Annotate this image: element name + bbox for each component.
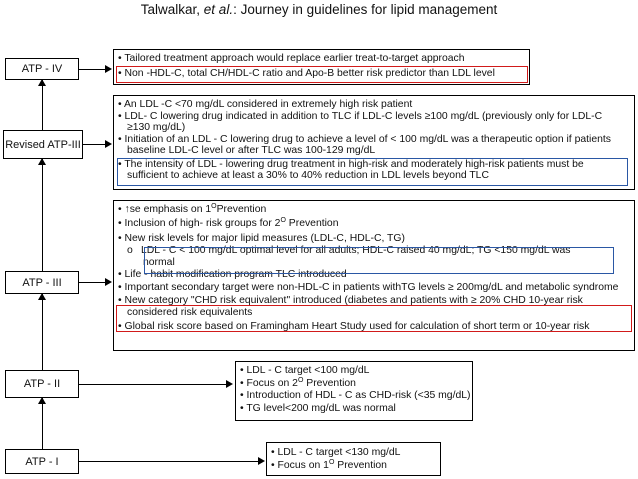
title-author: Talwalkar,: [140, 2, 201, 17]
stage-atp-iii: [5, 271, 79, 294]
atp-iii-item: [118, 204, 630, 216]
sub-bullet: o: [127, 244, 133, 256]
stage-atp-i: [5, 449, 79, 474]
connector-arrowhead: [226, 380, 233, 388]
atp-iv-item: • Tailored treatment approach would replace earlier treat-to-target approach: [118, 53, 465, 64]
atp-iii-item: • Global risk score based on Framingham Heart Study used for calculation of short term or 10-year risk: [118, 320, 590, 332]
atp-iii-item: • New category "CHD risk equivalent" introduced (diabetes and patients with ≥ 20% CHD 10-year risk: [118, 295, 583, 307]
timeline-connector: [42, 159, 43, 271]
stage-connector: [79, 282, 106, 283]
atp-i-text: Prevention: [334, 460, 387, 471]
stage-connector: [79, 461, 259, 462]
connector-arrowhead: [105, 65, 112, 73]
atp-ii-text: • Focus on 2: [240, 377, 298, 389]
atp-iii-item: considered risk equivalents: [127, 307, 253, 319]
atp-i-item: • LDL - C target <130 mg/dL: [271, 447, 401, 458]
title-etal: et al.: [203, 2, 234, 17]
atp-iii-item: • Life - habit modification program TLC introduced: [118, 269, 347, 281]
atp-iii-subitem: normal: [143, 257, 175, 269]
revised-item: • An LDL -C <70 mg/dL considered in extremely high risk patient: [118, 99, 413, 110]
stage-label: ATP - I: [25, 455, 59, 468]
stage-label: ATP - IV: [21, 63, 63, 75]
atp-ii-item: • LDL - C target <100 mg/dL: [240, 365, 370, 376]
atp-iii-text: • ↑se emphasis on 1: [118, 204, 212, 215]
atp-i-text: • Focus on 1: [271, 460, 329, 471]
timeline-connector: [42, 398, 43, 449]
timeline-arrowhead: [38, 79, 46, 86]
red-highlight-box: [116, 305, 632, 332]
stage-revised-atp-iii: [3, 130, 83, 159]
atp-iii-text: Prevention: [216, 204, 267, 215]
revised-item: • The intensity of LDL - lowering drug treatment in high-risk and moderately high-risk patients must be: [118, 158, 584, 170]
revised-item: ≥130 mg/dL): [127, 122, 186, 133]
stage-atp-ii: [5, 370, 79, 398]
title-rest: : Journey in guidelines for lipid management: [233, 2, 498, 17]
atp-ii-box: [235, 361, 473, 421]
stage-connector: [79, 384, 227, 385]
superscript: O: [280, 217, 286, 225]
timeline-arrowhead: [38, 158, 46, 165]
connector-arrowhead: [105, 140, 112, 148]
stage-label: ATP - II: [23, 378, 61, 390]
atp-iii-text: LDL - C < 100 mg/dL optimal level for all adults; HDL-C raised 40 mg/dL; TG <150 mg/dL was: [141, 244, 571, 256]
stage-connector: [83, 144, 106, 145]
stage-label: Revised ATP-III: [5, 138, 81, 151]
atp-iii-text: Prevention: [285, 218, 339, 230]
timeline-arrowhead: [38, 397, 46, 404]
atp-iii-text: • Inclusion of high- risk groups for 2: [118, 218, 281, 230]
revised-item: • Initiation of an LDL - C lowering drug to achieve a level of < 100 mg/dL was a therapeutic option if patients: [118, 133, 611, 145]
blue-highlight-box: [144, 247, 614, 274]
atp-iii-item: [118, 218, 630, 230]
atp-ii-text: Prevention: [303, 377, 356, 389]
atp-i-item: [271, 459, 436, 472]
connector-arrowhead: [105, 278, 112, 286]
atp-i-box: [266, 442, 441, 476]
atp-iii-item: • Important secondary target were non-HDL-C in patients withTG levels ≥ 200mg/dL and metabolic syndrome: [118, 281, 619, 293]
atp-ii-item: • TG level<200 mg/dL was normal: [240, 402, 396, 414]
superscript: O: [297, 376, 304, 384]
revised-item: baseline LDL-C level or after TLC was 100-129 mg/dL: [127, 145, 376, 156]
connector-arrowhead: [258, 457, 265, 465]
superscript: O: [328, 459, 335, 466]
timeline-connector: [42, 80, 43, 130]
timeline-arrowhead: [38, 293, 46, 300]
atp-ii-item: • Introduction of HDL - C as CHD-risk (<35 mg/dL): [240, 390, 471, 401]
stage-label: ATP - III: [22, 276, 62, 289]
superscript: O: [211, 203, 217, 210]
revised-item: • LDL- C lowering drug indicated in addition to TLC if LDL-C levels ≥100 mg/dL (previously only for LDL-C: [118, 110, 603, 122]
stage-connector: [79, 69, 106, 70]
page-title: [0, 2, 638, 17]
blue-highlight-box: [117, 158, 628, 186]
atp-ii-item: [240, 378, 468, 391]
red-highlight-box: [116, 66, 528, 83]
timeline-connector: [42, 294, 43, 370]
revised-item: sufficient to achieve at least a 30% to 40% reduction in LDL levels beyond TLC: [127, 170, 489, 181]
atp-iii-item: • New risk levels for major lipid measures (LDL-C, HDL-C, TG): [118, 232, 405, 244]
stage-atp-iv: [5, 58, 79, 80]
atp-iv-item: • Non -HDL-C, total CH/HDL-C ratio and Apo-B better risk predictor than LDL level: [118, 67, 495, 79]
